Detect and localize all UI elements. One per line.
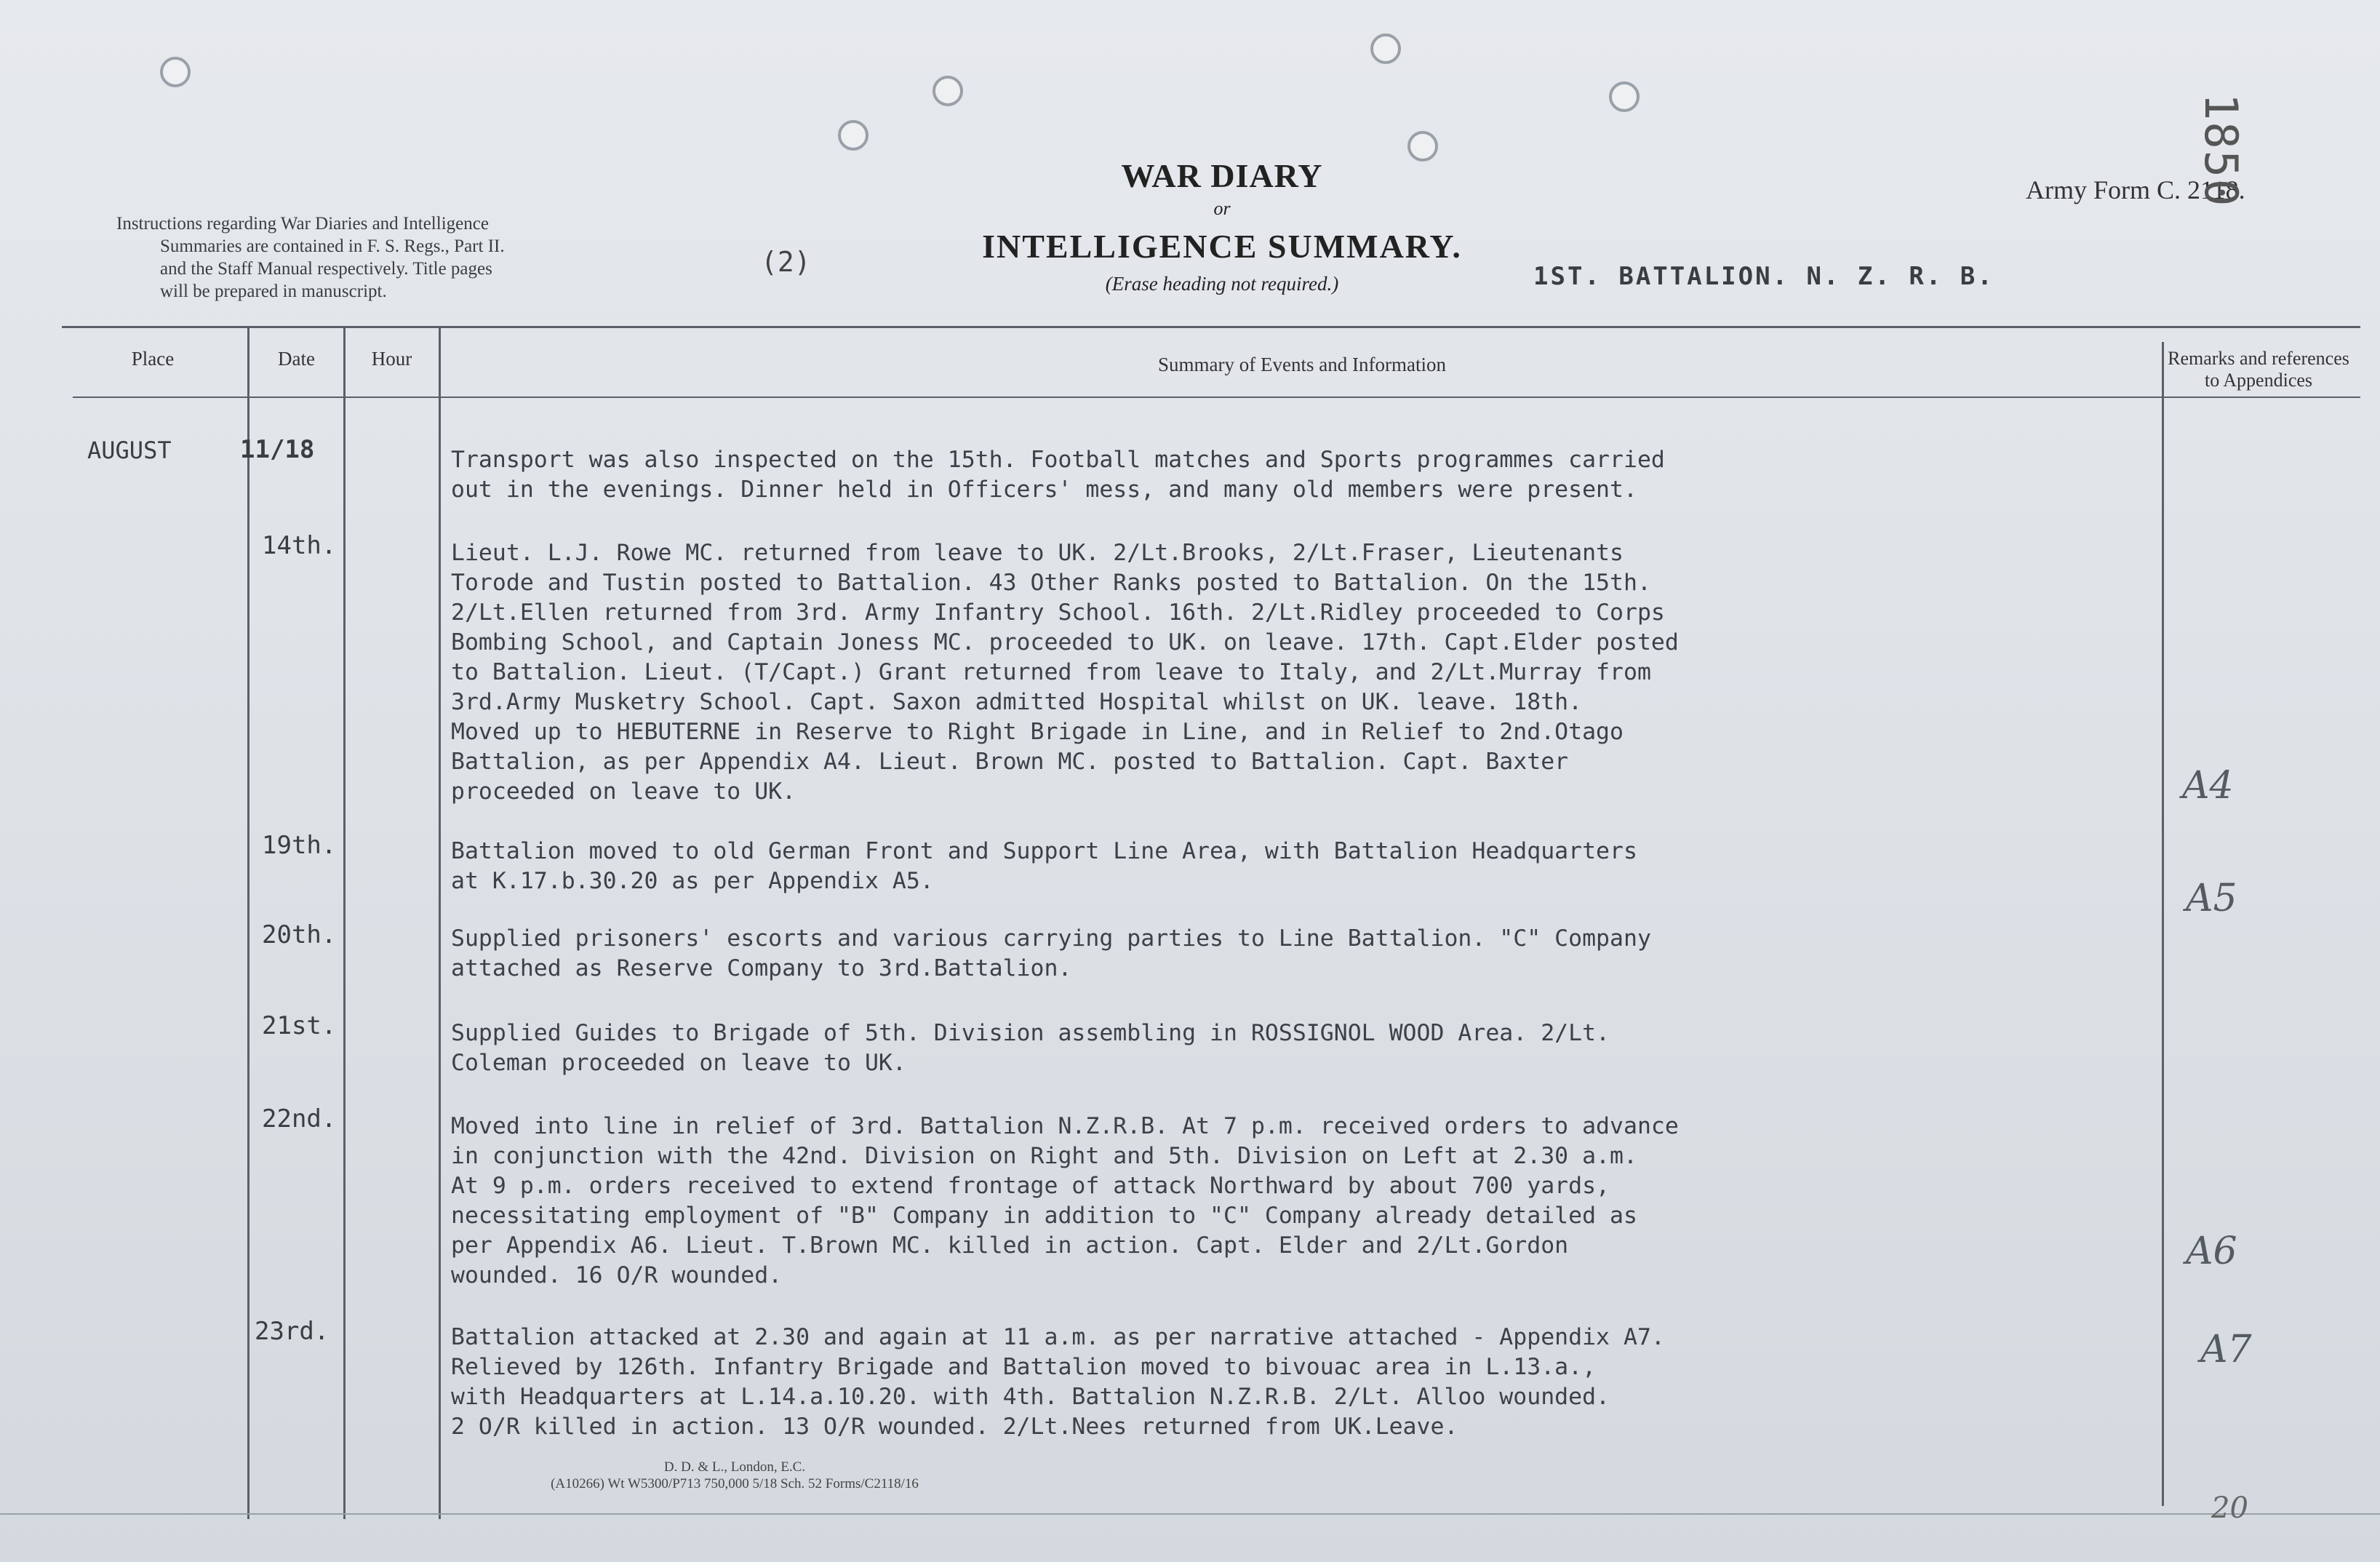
col-header-hour: Hour — [371, 348, 412, 370]
table-top-rule — [62, 326, 2360, 328]
instructions-line: will be prepared in manuscript. — [160, 282, 387, 301]
entry-text: Supplied prisoners' escorts and various carrying parties to Line Battalion. "C" Company attached as Reserve Company to 3rd.Battalion. — [451, 925, 1651, 981]
title-intelligence-summary: INTELLIGENCE SUMMARY. — [982, 228, 1462, 265]
punch-hole — [1609, 81, 1640, 112]
printer-line: (A10266) Wt W5300/P713 750,000 5/18 Sch. 52 Forms/C2118/16 — [551, 1476, 919, 1491]
title-note: (Erase heading not required.) — [1105, 273, 1339, 295]
page-mark: 20 — [2211, 1491, 2248, 1525]
appendix-reference: A7 — [2200, 1328, 2252, 1371]
entry-text: Battalion moved to old German Front and Support Line Area, with Battalion Headquarters at K.17.b.30.20 as per Appendix A5. — [451, 838, 1637, 894]
page-title — [946, 156, 1498, 295]
sheet-number: (2) — [761, 246, 811, 278]
appendix-reference: A4 — [2182, 764, 2234, 808]
entry-text: Transport was also inspected on the 15th. Football matches and Sports programmes carried out in the evenings. Dinner held in Officers' mess, and many old members were present. — [451, 447, 1665, 503]
header-bottom-rule — [73, 397, 2360, 398]
appendix-reference: A6 — [2186, 1230, 2237, 1273]
entry-text: Supplied Guides to Brigade of 5th. Division assembling in ROSSIGNOL WOOD Area. 2/Lt. Coleman proceeded on leave to UK. — [451, 1020, 1610, 1076]
instructions-line: Instructions regarding War Diaries and Intelligence — [116, 214, 489, 234]
entry-text: Battalion attacked at 2.30 and again at 11 a.m. as per narrative attached - Appendix A7. Relieved by 126th. Infantry Brigade and Battalion moved to bivouac area in L.13.a., with Headquarters at L.14.a.10.20. with 4th. Battalion N.Z.R.B. 2/Lt. Alloo wounded. 2 O/R killed in action. 13 O/R wounded. 2/Lt.Nees returned from UK.Leave. — [451, 1324, 1665, 1440]
instructions-line: and the Staff Manual respectively. Title pages — [160, 259, 492, 279]
punch-hole — [1370, 33, 1401, 64]
table-bottom-rule — [0, 1513, 2380, 1515]
col-divider — [2162, 342, 2164, 1506]
punch-hole — [933, 76, 963, 106]
entry-date: 22nd. — [262, 1104, 337, 1133]
month-date-cell: 11/18 — [240, 435, 315, 464]
army-form-label: Army Form C. 2118. — [2026, 175, 2245, 204]
title-or: or — [1213, 198, 1231, 219]
title-war-diary: WAR DIARY — [1121, 157, 1323, 194]
entry-date: 20th. — [262, 920, 337, 949]
col-divider — [247, 326, 249, 1519]
punch-hole — [838, 120, 868, 151]
entry-date: 21st. — [262, 1011, 337, 1040]
unit-name: 1ST. BATTALION. N. Z. R. B. — [1533, 262, 1994, 291]
col-header-remarks: Remarks and references to Appendices — [2168, 348, 2349, 391]
col-header-summary: Summary of Events and Information — [1158, 354, 1446, 375]
printer-imprint — [480, 1459, 989, 1492]
instructions-note — [116, 212, 669, 303]
col-divider — [439, 326, 441, 1519]
entry-date: 14th. — [262, 531, 337, 560]
col-header-place: Place — [131, 348, 175, 370]
entry-text: Lieut. L.J. Rowe MC. returned from leave to UK. 2/Lt.Brooks, 2/Lt.Fraser, Lieutenants Torode and Tustin posted to Battalion. 43 Other Ranks posted to Battalion. On the 15th. 2/Lt.Ellen returned from 3rd. Army Infantry School. 16th. 2/Lt.Ridley proceeded to Corps Bombing School, and Captain Joness MC. proceeded to UK. on leave. 17th. Capt.Elder posted to Battalion. Lieut. (T/Capt.) Grant returned from leave to Italy, and 2/Lt.Murray from 3rd.Army Musketry School. Capt. Saxon admitted Hospital whilst on UK. leave. 18th. Moved up to HEBUTERNE in Reserve to Right Brigade in Line, and in Relief to 2nd.Otago Battalion, as per Appendix A4. Lieut. Brown MC. posted to Battalion. Capt. Baxter proceeded on leave to UK. — [451, 540, 1679, 805]
printer-line: D. D. & L., London, E.C. — [663, 1459, 806, 1475]
entry-date: 23rd. — [255, 1317, 330, 1346]
archive-stamp-number: 1850 — [2195, 93, 2248, 208]
appendix-reference: A5 — [2186, 877, 2237, 920]
entry-text: Moved into line in relief of 3rd. Battalion N.Z.R.B. At 7 p.m. received orders to advance in conjunction with the 42nd. Division on Right and 5th. Division on Left at 2.30 a.m. At 9 p.m. orders received to extend frontage of attack Northward by about 700 yards, necessitating employment of "B" Company in addition to "C" Company already detailed as per Appendix A6. Lieut. T.Brown MC. killed in action. Capt. Elder and 2/Lt.Gordon wounded. 16 O/R wounded. — [451, 1113, 1679, 1288]
place-cell: AUGUST — [87, 437, 172, 464]
punch-hole — [160, 57, 191, 87]
col-header-date: Date — [278, 348, 315, 370]
instructions-line: Summaries are contained in F. S. Regs., Part II. — [160, 236, 505, 256]
entry-date: 19th. — [262, 831, 337, 860]
